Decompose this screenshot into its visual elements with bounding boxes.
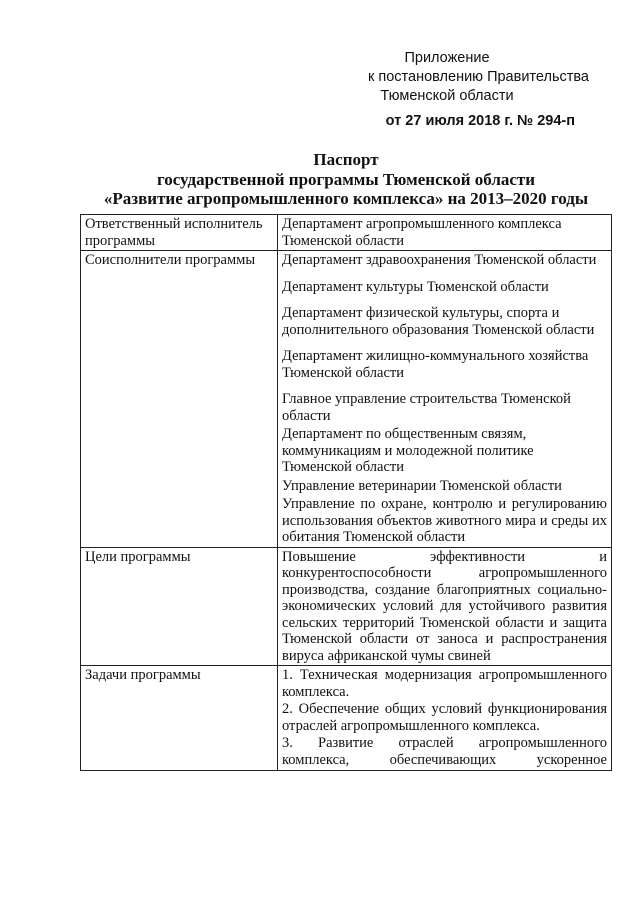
passport-table bbox=[80, 214, 612, 771]
region-name: Тюменской области bbox=[380, 88, 514, 104]
task-item: 3. Развитие отраслей агропромышленного комплекса, обеспечивающих ускоренное bbox=[282, 735, 607, 768]
title-line-passport: Паспорт bbox=[313, 150, 379, 169]
coexecutor-item: Управление ветеринарии Тюменской области bbox=[282, 477, 562, 494]
tasks-label: Задачи программы bbox=[81, 666, 278, 771]
executor-label: Ответственный исполнитель программы bbox=[81, 215, 278, 251]
executor-value: Департамент агропромышленного комплекса Тюменской области bbox=[278, 215, 612, 251]
coexecutor-item: Управление по охране, контролю и регулированию использования объектов животного мира и среды их обитания Тюменской области bbox=[282, 496, 607, 545]
appendix-label: Приложение bbox=[404, 50, 490, 66]
coexecutors-label: Соисполнители программы bbox=[81, 251, 278, 548]
coexecutor-item: Департамент по общественным связям, коммуникациям и молодежной политике Тюменской области bbox=[282, 426, 534, 475]
tasks-list bbox=[278, 666, 612, 771]
coexecutor-item: Департамент культуры Тюменской области bbox=[282, 278, 549, 295]
appendix-header bbox=[297, 49, 597, 131]
coexecutor-item: Главное управление строительства Тюменской области bbox=[282, 391, 571, 424]
goals-value: Повышение эффективности и конкурентоспособности агропромышленного производства, создание благоприятных социально-экономических условий для устойчивого развития сельских территорий Тюменской области и защита Тюменской области от заноса и распространения вируса африканской чумы свиней bbox=[278, 547, 612, 666]
coexecutor-item: Департамент физической культуры, спорта и дополнительного образования Тюменской области bbox=[282, 305, 595, 338]
coexecutor-item: Департамент жилищно-коммунального хозяйства Тюменской области bbox=[282, 348, 589, 381]
task-item: 1. Техническая модернизация агропромышленного комплекса. bbox=[282, 667, 607, 700]
title-line-program: государственной программы Тюменской области bbox=[156, 169, 536, 189]
coexecutors-list bbox=[278, 251, 612, 548]
row-executor bbox=[81, 215, 612, 251]
row-tasks bbox=[81, 666, 612, 771]
resolution-reference: к постановлению Правительства bbox=[368, 69, 589, 85]
row-goals bbox=[81, 547, 612, 666]
coexecutor-item: Департамент здравоохранения Тюменской области bbox=[282, 252, 597, 268]
document-title bbox=[80, 150, 612, 209]
resolution-date: от 27 июля 2018 г. № 294-п bbox=[385, 113, 575, 129]
goals-label: Цели программы bbox=[81, 547, 278, 666]
row-coexecutors bbox=[81, 251, 612, 548]
title-line-name: «Развитие агропромышленного комплекса» на 2013–2020 годы bbox=[103, 189, 589, 208]
task-item: 2. Обеспечение общих условий функционирования отраслей агропромышленного комплекса. bbox=[282, 701, 607, 734]
